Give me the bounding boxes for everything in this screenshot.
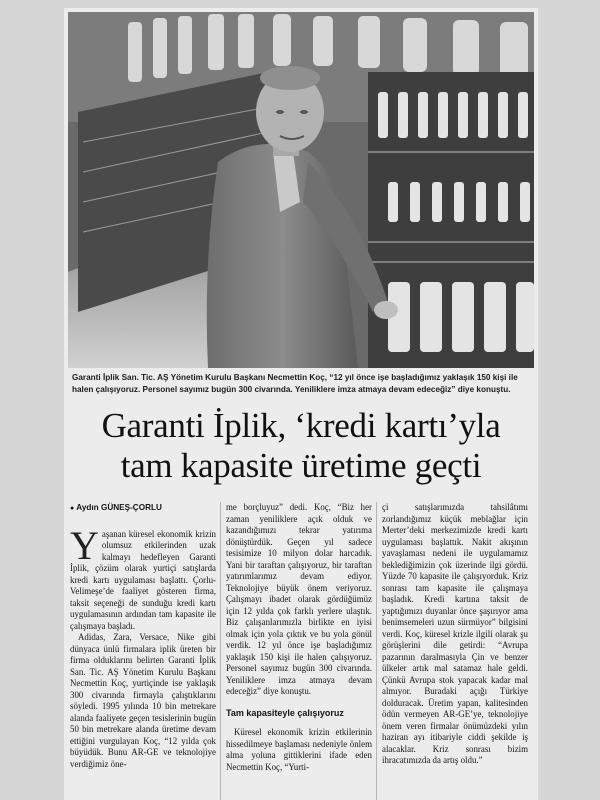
- paragraph: [70, 522, 216, 633]
- paragraph: Adidas, Zara, Versace, Nike gibi dünyaca ünlü firmalara iplik üreten bir firma olduklarını belirten Garanti İplik San. Tic. AŞ Yönetim Kurulu Başkanı Necmettin Koç, yurtiçinde ise yaklaşık 300 civarında firmayla çalıştıklarını söyledi. 1995 yılında 10 bin metrekare alanda faaliyete geçen tesislerinin bugün 50 bin metrekare alanda üretime devam ettiğini vurgulayan Koç, “12 yılda çok büyüdük. Bunu AR-GE ve teknolojiye verdiğimiz öne-: [70, 632, 216, 769]
- headline-line-2: tam kapasite üretime geçti: [120, 446, 482, 485]
- paragraph: Küresel ekonomik krizin etkilerinin hissedilmeye başlaması nedeniyle önlem alma yoluna gittiklerini ifade eden Necmettin Koç, “Yurti-: [226, 727, 372, 772]
- headline-line-1: Garanti İplik, ‘kredi kartı’yla: [101, 406, 501, 445]
- article-column-3: [382, 502, 528, 767]
- headline: [64, 406, 538, 486]
- subheading: Tam kapasiteyle çalışıyoruz: [226, 707, 344, 718]
- byline: [70, 502, 216, 515]
- byline-text: Aydın GÜNEŞ-ÇORLU: [76, 503, 162, 512]
- paragraph: me borçluyuz” dedi. Koç, “Biz her zaman yeniliklere açık olduk ve kazandığımızı tekrar yatırıma dönüştürdük. Geçen yıl sadece tesisimize 10 milyon dolar harcadık. Yani bir taraftan çalışıyoruz, bir taraftan yatırımlarımız devam ediyor. Teknolojiye büyük önem veriyoruz. Çalışmayı ibadet olarak gördüğümüz için 12 yılda çok farklı yerlere ulaştık. Biz çalışanlarımızla birlikte en iyisi olmak için yola çıktık ve bu yola gönül verdik. 12 yıl önce işe başladığımız yaklaşık 150 kişi ile halen çalışıyoruz. Personel sayımız bugün 300 civarında. Yeniliklere imza atmaya devam edeceğiz” diye konuştu.: [226, 502, 372, 696]
- paragraph: çi satışlarımızda tahsilâtımı zorlandığımız küçük meblağlar için Merter’deki merkezimizde kredi kartı uygulaması başlattık. Nakit akışının yavaşlaması nedeni ile uygulamamız beklediğimizin çok üzerinde ilgi gördü. Yüzde 70 kapasite ile çalışıyorduk. Kriz sonrası tam kapasite ile çalışmaya başladık. Kredi kartına taksit de yaptığımızı duyanlar önce şaşırıyor ama benimsemeleri uzun sürmüyor” bilgisini verdi. Koç, küresel krizle ilgili olarak şu görüşlerini dile getirdi: “Avrupa pazarının daralmasıyla Çin ve benzer ülkeler artık mal satamaz hale geldi. Çünkü Avrupa stok yapacak kadar mal almıyor. Buradaki açığı Türkiye dolduracak. Üretim yapan, kalitesinden ödün vermeyen AR-GE’ye, teknolojiye önem veren firmalar önümüzdeki yılın haziran ayı itibariyle ciddi şekilde iş alacaklar. Kriz sonrası bizim ihracatımızda da artış oldu.”: [382, 502, 528, 765]
- bullet-icon: ●: [70, 505, 75, 512]
- drop-cap: Y: [70, 522, 99, 568]
- photo-caption: Garanti İplik San. Tic. AŞ Yönetim Kurulu Başkanı Necmettin Koç, “12 yıl önce işe başladığımız yaklaşık 150 kişi ile halen çalışıyoruz. Personel sayımız bugün 300 civarında. Yeniliklere imza atmaya devam edeceğiz” diye konuştu.: [72, 373, 518, 394]
- newspaper-clipping: [64, 8, 538, 800]
- factory-photo-illustration: [68, 12, 534, 368]
- article-column-2: [226, 502, 372, 773]
- article-column-1: [70, 502, 216, 770]
- article-photo: [68, 12, 534, 368]
- paragraph-text: aşanan küresel ekonomik krizin olumsuz etkilerinden uzak kalmayı hedefleyen Garanti İplik, çözüm olarak yurtiçi satışlarda kredi kartı uygulaması başlattı. Çorlu-Velimeşe’de faaliyet gösteren firma, taksit seçeneği de sunduğu kredi kartı uygulamasının ardından tam kapasite ile çalışmaya başladı.: [70, 528, 216, 631]
- column-divider: [220, 502, 221, 800]
- column-divider: [376, 502, 377, 800]
